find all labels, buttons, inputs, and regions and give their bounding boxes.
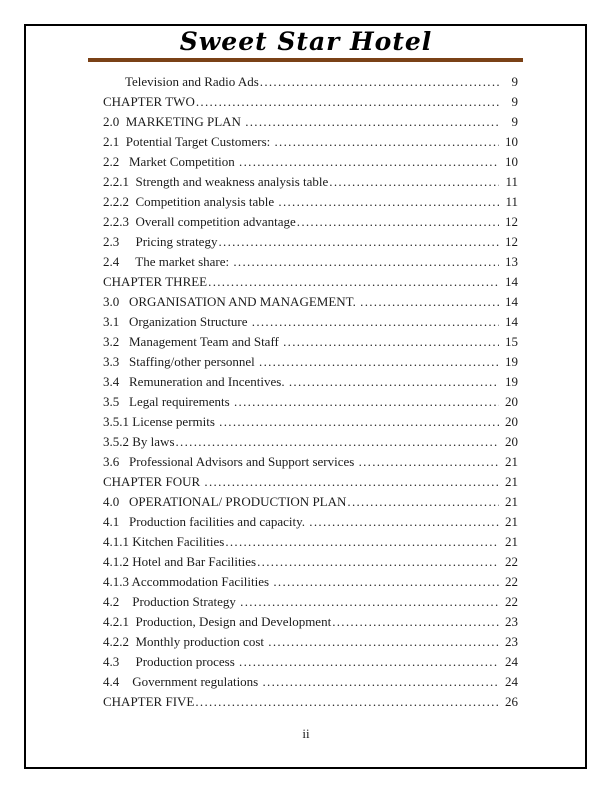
toc-entry-page-number: 9 xyxy=(511,74,518,89)
toc-entry-page-number: 23 xyxy=(505,614,518,629)
toc-dot-leader xyxy=(360,292,499,312)
toc-entry-page-number: 22 xyxy=(505,574,518,589)
toc-entry-page-number: 12 xyxy=(505,234,518,249)
toc-entry-label: CHAPTER TWO xyxy=(103,94,195,109)
toc-entry xyxy=(103,292,518,312)
toc-entry xyxy=(103,252,518,272)
toc-entry-page-number: 23 xyxy=(505,634,518,649)
toc-entry-page-number: 9 xyxy=(511,94,518,109)
table-of-contents xyxy=(103,72,518,712)
toc-entry-page-number: 10 xyxy=(505,154,518,169)
toc-dot-leader xyxy=(263,672,500,692)
toc-entry-page-number: 24 xyxy=(505,674,518,689)
toc-entry-page-number: 12 xyxy=(505,214,518,229)
toc-entry-label: 2.1 Potential Target Customers: xyxy=(103,134,274,149)
toc-entry-label: 2.2.1 Strength and weakness analysis table xyxy=(103,174,329,189)
toc-entry-page-number: 15 xyxy=(505,334,518,349)
toc-entry-label: 2.0 MARKETING PLAN xyxy=(103,114,245,129)
toc-dot-leader xyxy=(257,552,499,572)
toc-entry-page-number: 11 xyxy=(505,174,518,189)
toc-entry-label: 3.1 Organization Structure xyxy=(103,314,251,329)
toc-dot-leader xyxy=(208,272,499,292)
toc-entry-label: 4.3 Production process xyxy=(103,654,239,669)
toc-entry xyxy=(103,132,518,152)
toc-entry-page-number: 14 xyxy=(505,314,518,329)
toc-entry xyxy=(103,512,518,532)
toc-entry xyxy=(103,152,518,172)
toc-dot-leader xyxy=(204,472,499,492)
toc-entry-page-number: 21 xyxy=(505,534,518,549)
toc-entry-label: 3.5.2 By laws xyxy=(103,434,175,449)
toc-dot-leader xyxy=(239,152,499,172)
toc-entry-page-number: 20 xyxy=(505,414,518,429)
toc-entry xyxy=(103,72,518,92)
toc-entry-page-number: 21 xyxy=(505,454,518,469)
toc-entry xyxy=(103,312,518,332)
toc-entry-page-number: 21 xyxy=(505,494,518,509)
toc-dot-leader xyxy=(275,132,500,152)
toc-entry-label: 2.2.3 Overall competition advantage xyxy=(103,214,296,229)
toc-entry-label: 2.2 Market Competition xyxy=(103,154,239,169)
toc-entry-label: 3.2 Management Team and Staff xyxy=(103,334,283,349)
toc-entry-label: 4.1.2 Hotel and Bar Facilities xyxy=(103,554,257,569)
toc-entry-label: 4.1 Production facilities and capacity. xyxy=(103,514,309,529)
toc-entry-label: 3.3 Staffing/other personnel xyxy=(103,354,259,369)
toc-entry xyxy=(103,592,518,612)
toc-entry-page-number: 19 xyxy=(505,374,518,389)
toc-dot-leader xyxy=(218,232,499,252)
toc-entry-page-number: 26 xyxy=(505,694,518,709)
toc-dot-leader xyxy=(359,452,499,472)
title-rule-divider xyxy=(88,58,523,62)
toc-entry-label: 3.0 ORGANISATION AND MANAGEMENT. xyxy=(103,294,360,309)
toc-dot-leader xyxy=(240,592,499,612)
toc-entry xyxy=(103,532,518,552)
toc-entry xyxy=(103,412,518,432)
document-footer xyxy=(0,726,612,742)
toc-entry-page-number: 22 xyxy=(505,554,518,569)
toc-entry-label: CHAPTER FIVE xyxy=(103,694,195,709)
toc-entry xyxy=(103,612,518,632)
toc-entry xyxy=(103,372,518,392)
toc-entry-label: 4.0 OPERATIONAL/ PRODUCTION PLAN xyxy=(103,494,347,509)
toc-entry-label: CHAPTER FOUR xyxy=(103,474,204,489)
toc-entry xyxy=(103,632,518,652)
toc-dot-leader xyxy=(252,312,499,332)
document-header xyxy=(0,28,612,56)
toc-entry xyxy=(103,672,518,692)
toc-dot-leader xyxy=(278,192,499,212)
toc-entry-page-number: 20 xyxy=(505,434,518,449)
toc-entry-label: 3.5 Legal requirements xyxy=(103,394,233,409)
toc-entry-label: 2.4 The market share: xyxy=(103,254,233,269)
toc-entry-label: 3.5.1 License permits xyxy=(103,414,219,429)
toc-entry xyxy=(103,432,518,452)
toc-dot-leader xyxy=(195,692,499,712)
toc-dot-leader xyxy=(332,612,499,632)
toc-dot-leader xyxy=(297,212,499,232)
toc-entry xyxy=(103,552,518,572)
toc-entry xyxy=(103,492,518,512)
footer-page-number: ii xyxy=(302,726,310,741)
toc-dot-leader xyxy=(283,332,499,352)
toc-dot-leader xyxy=(347,492,499,512)
toc-entry-label: 4.2 Production Strategy xyxy=(103,594,240,609)
toc-entry-page-number: 13 xyxy=(505,254,518,269)
toc-entry-page-number: 22 xyxy=(505,594,518,609)
toc-entry xyxy=(103,212,518,232)
toc-entry-label: 3.6 Professional Advisors and Support services xyxy=(103,454,358,469)
toc-dot-leader xyxy=(268,632,499,652)
toc-entry-page-number: 19 xyxy=(505,354,518,369)
toc-dot-leader xyxy=(239,652,499,672)
toc-dot-leader xyxy=(289,372,499,392)
toc-dot-leader xyxy=(245,112,499,132)
toc-entry xyxy=(103,652,518,672)
toc-entry-page-number: 11 xyxy=(505,194,518,209)
toc-entry-label: 4.2.1 Production, Design and Development xyxy=(103,614,332,629)
toc-dot-leader xyxy=(219,412,499,432)
toc-entry-page-number: 21 xyxy=(505,514,518,529)
toc-entry xyxy=(103,272,518,292)
toc-dot-leader xyxy=(309,512,499,532)
toc-dot-leader xyxy=(176,432,500,452)
toc-entry-page-number: 20 xyxy=(505,394,518,409)
toc-entry xyxy=(103,192,518,212)
toc-entry-page-number: 14 xyxy=(505,274,518,289)
toc-entry-label: 3.4 Remuneration and Incentives. xyxy=(103,374,288,389)
toc-entry xyxy=(103,692,518,712)
toc-dot-leader xyxy=(225,532,499,552)
toc-entry-label: 4.2.2 Monthly production cost xyxy=(103,634,268,649)
toc-entry-label: 4.1.3 Accommodation Facilities xyxy=(103,574,273,589)
toc-entry-label: 2.3 Pricing strategy xyxy=(103,234,218,249)
toc-entry xyxy=(103,452,518,472)
toc-entry-label: 2.2.2 Competition analysis table xyxy=(103,194,278,209)
toc-entry xyxy=(103,332,518,352)
toc-entry-page-number: 10 xyxy=(505,134,518,149)
toc-dot-leader xyxy=(329,172,499,192)
toc-entry xyxy=(103,92,518,112)
toc-entry-page-number: 9 xyxy=(511,114,518,129)
toc-entry-page-number: 24 xyxy=(505,654,518,669)
toc-dot-leader xyxy=(260,72,499,92)
toc-entry-label: 4.1.1 Kitchen Facilities xyxy=(103,534,225,549)
document-title: Sweet Star Hotel xyxy=(179,27,433,56)
toc-entry xyxy=(103,472,518,492)
toc-dot-leader xyxy=(234,392,499,412)
toc-entry xyxy=(103,572,518,592)
toc-dot-leader xyxy=(233,252,499,272)
toc-entry xyxy=(103,352,518,372)
toc-entry xyxy=(103,392,518,412)
toc-entry-label: 4.4 Government regulations xyxy=(103,674,262,689)
toc-entry xyxy=(103,232,518,252)
toc-entry-page-number: 14 xyxy=(505,294,518,309)
toc-entry xyxy=(103,112,518,132)
toc-dot-leader xyxy=(259,352,499,372)
toc-entry xyxy=(103,172,518,192)
toc-dot-leader xyxy=(196,92,499,112)
toc-entry-page-number: 21 xyxy=(505,474,518,489)
toc-entry-label: CHAPTER THREE xyxy=(103,274,208,289)
toc-dot-leader xyxy=(273,572,499,592)
toc-entry-label: Television and Radio Ads xyxy=(125,74,259,89)
